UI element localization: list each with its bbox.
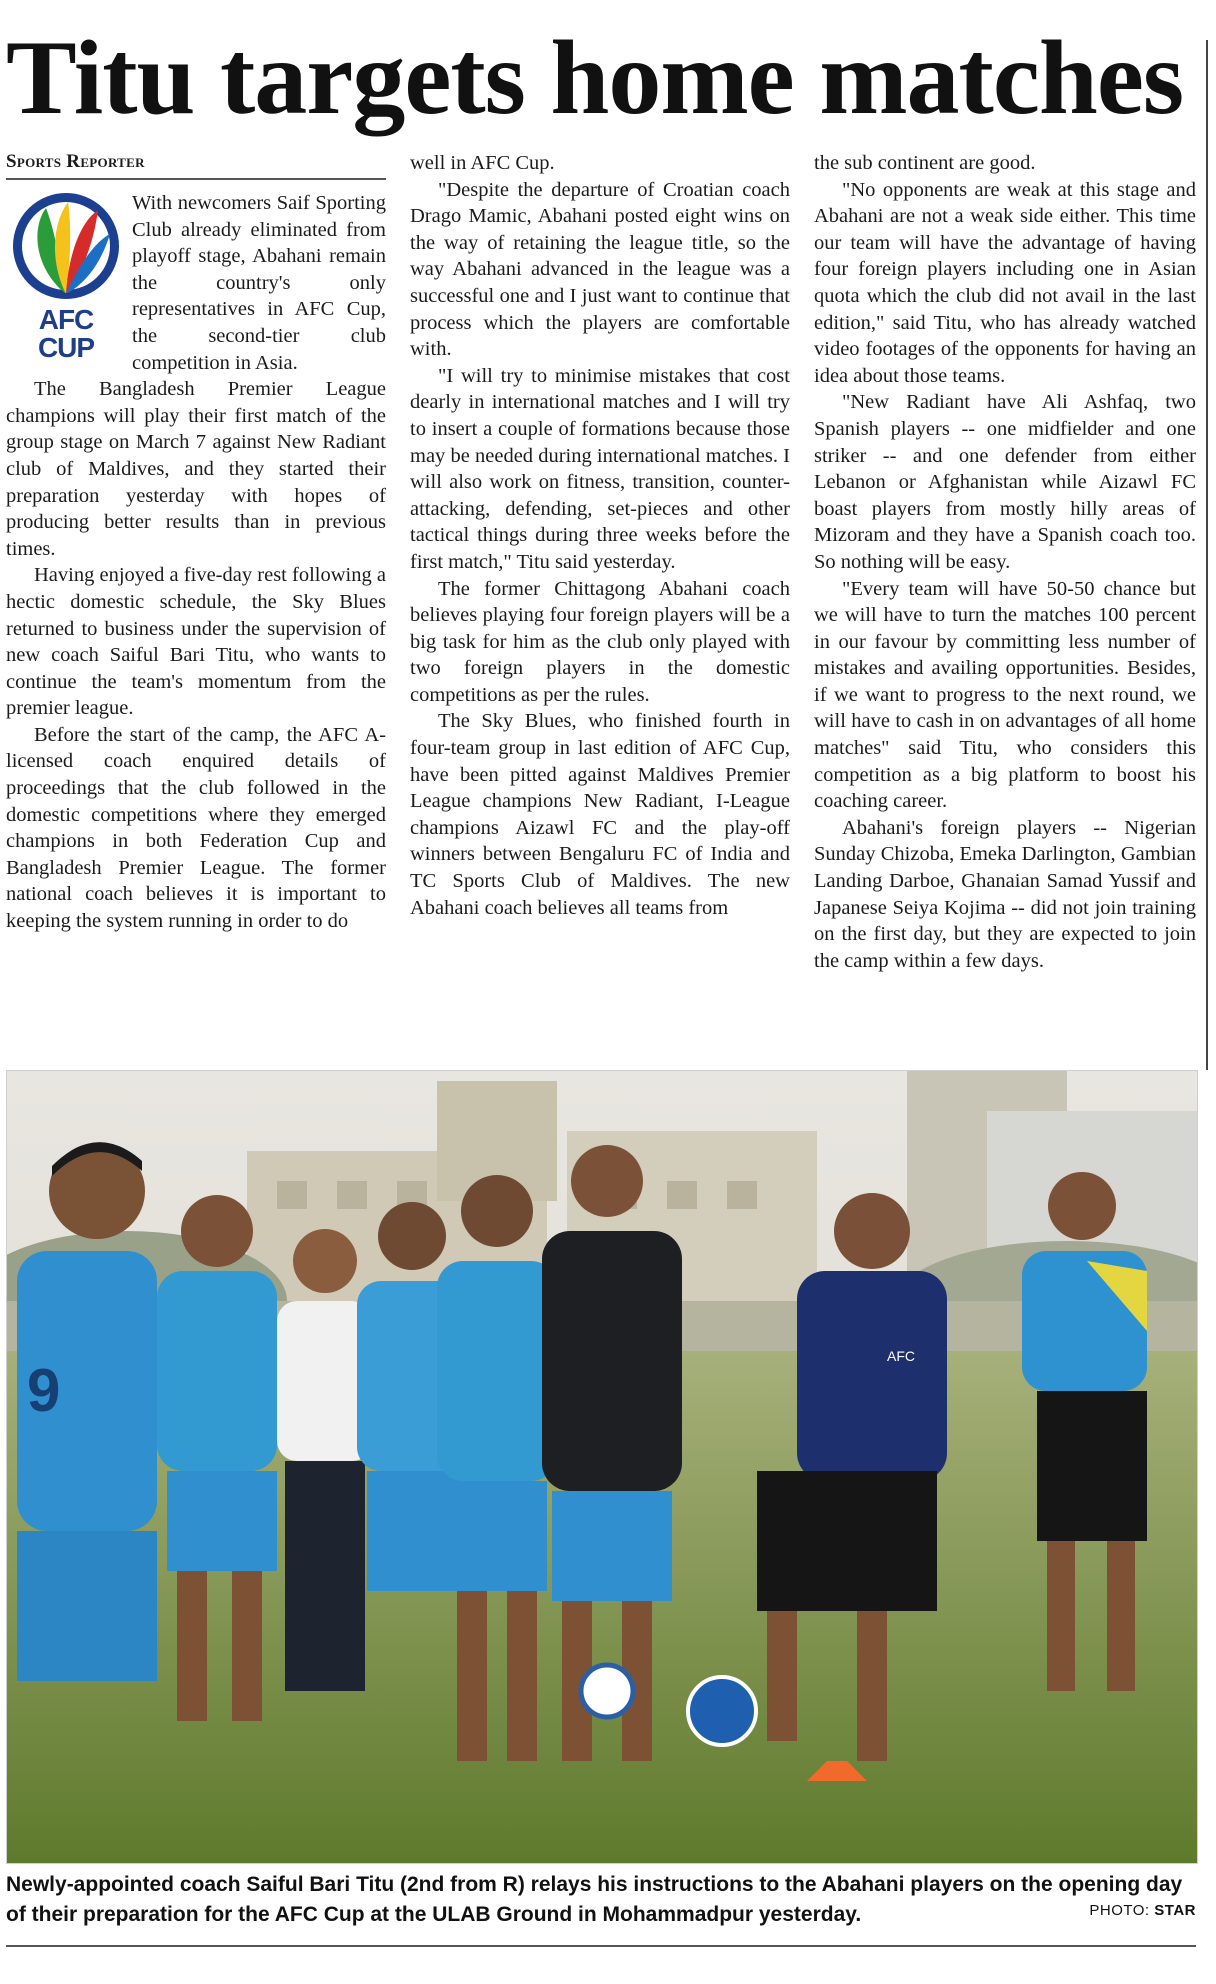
bottom-rule (6, 1945, 1196, 1947)
paragraph: The Bangladesh Premier League champions will play their first match of the group stage on March 7 against New Radiant club of Maldives, and they started their preparation yesterday with hopes of producing better results than in previous times. (6, 378, 386, 560)
article-column-2 (410, 150, 790, 921)
article-column-1 (6, 150, 386, 935)
paragraph: well in AFC Cup. (410, 152, 555, 174)
paragraph: With newcomers Saif Sporting Club already eliminated from playoff stage, Abahani remain the country's only representatives in AFC Cup, the second-tier club competition in Asia. (132, 192, 386, 374)
article-column-3 (814, 150, 1196, 974)
paragraph: The Sky Blues, who finished fourth in four-team group in last edition of AFC Cup, have been pitted against Maldives Premier League champions New Radiant, I-League champions Aizawl FC and the play-off winners between Bengaluru FC of India and TC Sports Club of Maldives. The new Abahani coach believes all teams from (410, 710, 790, 919)
paragraph: Having enjoyed a five-day rest following a hectic domestic schedule, the Sky Blues returned to business under the supervision of new coach Saiful Bari Titu, who wants to continue the team's momentum from the premier league. (6, 564, 386, 720)
paragraph: "New Radiant have Ali Ashfaq, two Spanish players -- one midfielder and one striker -- and one defender from either Lebanon or Afghanistan while Aizawl FC boast players from mostly hilly areas of Mizoram and they have a Spanish coach too. So nothing will be easy. (814, 391, 1196, 573)
svg-text:AFC: AFC (887, 1348, 915, 1364)
paragraph: "I will try to minimise mistakes that cost dearly in international matches and I will try to insert a couple of formations because those may be needed during international matches. I will also work on fitness, transition, counter-attacking, defending, set-pieces and other tactical things during three weeks before the first match," Titu said yesterday. (410, 364, 790, 573)
training-scene-illustration (7, 1071, 1197, 1863)
photo-caption: Newly-appointed coach Saiful Bari Titu (2nd from R) relays his instructions to the Abahani players on the opening day of their preparation for the AFC Cup at the ULAB Ground in Mohammadpur yesterday. (6, 1873, 1183, 1926)
afc-cup-emblem-icon (6, 190, 124, 306)
credit-label: PHOTO: (1089, 1902, 1150, 1919)
paragraph: Abahani's foreign players -- Nigerian Sunday Chizoba, Emeka Darlington, Gambian Landing Darboe, Ghanaian Samad Yussif and Japanese Seiya Kojima -- did not join training on the first day, but they are expected to join the camp within a few days. (814, 816, 1196, 972)
photo-credit (1089, 1902, 1196, 1919)
paragraph: the sub continent are good. (814, 152, 1036, 174)
credit-source: STAR (1154, 1902, 1196, 1919)
paragraph: "No opponents are weak at this stage and Abahani are not a weak side either. This time our team will have the advantage of having four foreign players including one in Asian quota which the club did not avail in the last edition," said Titu, who has already watched video footages of the opponents for having an idea about those teams. (814, 178, 1196, 387)
headline: Titu targets home matches (6, 19, 1184, 136)
paragraph: Before the start of the camp, the AFC A-licensed coach enquired details of proceedings that the club followed in the domestic competitions where they emerged champions in both Federation Cup and Bangladesh Premier League. The former national coach believes it is important to keeping the system running in order to do (6, 723, 386, 933)
logo-text (26, 306, 106, 362)
afc-cup-logo (6, 190, 124, 363)
paragraph: The former Chittagong Abahani coach believes playing four foreign players will be a big task for him as the club only played with two foreign players in the domestic competitions as per the rules. (410, 577, 790, 706)
paragraph: "Every team will have 50-50 chance but we will have to turn the matches 100 percent in our favour by committing less number of mistakes and availing opportunities. Besides, if we want to progress to the next round, we will have to cash in on advantages of all home matches" said Titu, who considers this competition as a big platform to boost his coaching career. (814, 577, 1196, 813)
byline: Sports Reporter (6, 150, 386, 180)
paragraph: "Despite the departure of Croatian coach Drago Mamic, Abahani posted eight wins on the way of retaining the league title, so the way Abahani advanced in the league was a successful one and I just want to continue that process which the players are comfortable with. (410, 178, 790, 361)
logo-line-cup: CUP (37, 332, 95, 363)
team-photo (6, 1070, 1198, 1864)
svg-text:9: 9 (27, 1357, 61, 1424)
column-rule (1206, 40, 1208, 1070)
logo-line-afc: AFC (38, 304, 94, 335)
